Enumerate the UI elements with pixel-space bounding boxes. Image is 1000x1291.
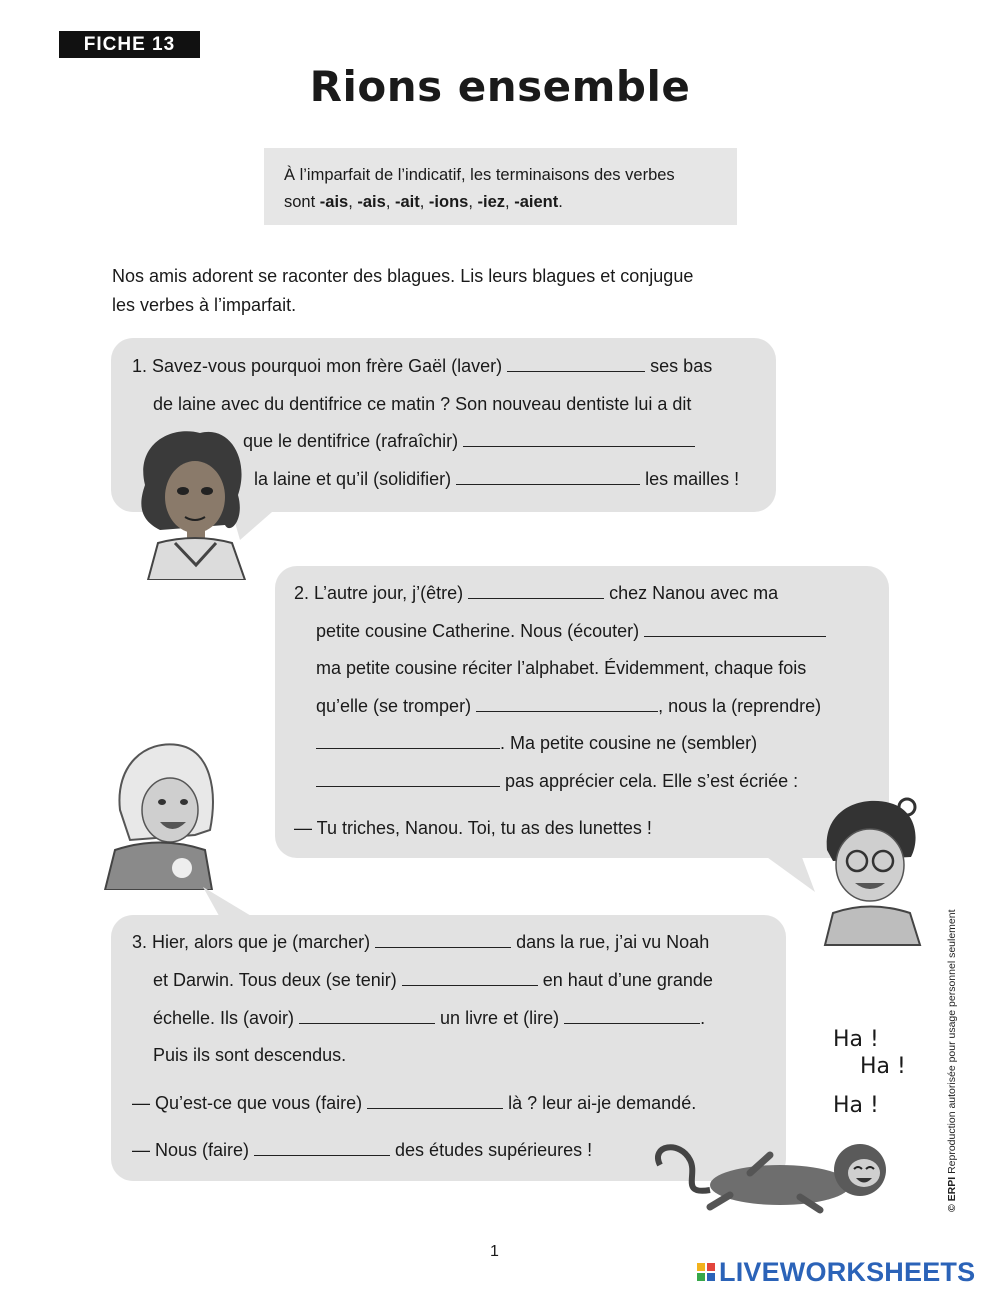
joke2-line-4: qu’elle (se tromper) , nous la (reprendre) — [316, 696, 822, 716]
answer-blank-laver[interactable] — [507, 355, 645, 372]
logo-text: LIVEWORKSHEETS — [719, 1256, 976, 1287]
answer-blank-sembler[interactable] — [316, 770, 500, 787]
joke2-line-5: . Ma petite cousine ne (sembler) — [316, 731, 757, 755]
joke2-line-7: — Tu triches, Nanou. Toi, tu as des lunettes ! — [294, 818, 652, 838]
liveworksheets-logo[interactable] — [697, 1257, 975, 1287]
answer-blank-solidifier[interactable] — [456, 468, 640, 485]
answer-blank-rafraichir[interactable] — [463, 430, 695, 447]
answer-blank-faire-1[interactable] — [367, 1092, 503, 1109]
answer-blank-ecouter[interactable] — [644, 620, 826, 637]
answer-blank-marcher[interactable] — [375, 931, 511, 948]
fiche-label: FICHE 13 — [59, 31, 200, 58]
boy-glasses-illustration — [815, 795, 925, 950]
ending: -ais — [357, 193, 386, 211]
joke1-line-3: que le dentifrice (rafraîchir) — [243, 429, 700, 453]
joke3-line-4: Puis ils sont descendus. — [153, 1045, 347, 1065]
ending: -ait — [395, 193, 420, 211]
joke2-line-1: 2. L’autre jour, j’(être) chez Nanou avec ma — [294, 583, 779, 603]
bubble-tail-2 — [760, 852, 820, 894]
ending: -iez — [477, 193, 506, 211]
joke2-line-2: petite cousine Catherine. Nous (écouter) — [316, 619, 831, 643]
instructions: Nos amis adorent se raconter des blagues. Lis leurs blagues et conjugue les verbes à l’imparfait. — [112, 266, 694, 315]
answer-blank-avoir[interactable] — [299, 1007, 435, 1024]
copyright-notice: © ERPI Reproduction autorisée pour usage personnel seulement — [946, 909, 958, 1212]
laughing-monkey-illustration — [650, 1135, 910, 1215]
answer-blank-etre[interactable] — [468, 582, 604, 599]
page-title: Rions ensemble — [309, 62, 691, 111]
girl-freckles-illustration — [100, 740, 220, 890]
ending: -aient — [514, 193, 559, 211]
rule-line-1: À l’imparfait de l’indicatif, les terminaisons des verbes — [284, 166, 675, 184]
joke2-line-6: pas apprécier cela. Elle s’est écriée : — [316, 769, 798, 793]
bubble-tail-3 — [198, 885, 268, 925]
ending: -ais — [319, 193, 349, 211]
answer-blank-reprendre[interactable] — [316, 732, 500, 749]
girl-curly-hair-illustration — [130, 425, 250, 580]
page-number: 1 — [490, 1243, 499, 1260]
ending: -ions — [428, 193, 469, 211]
rule-line-2: sont -ais, -ais, -ait, -ions, -iez, -aient. — [284, 193, 563, 211]
joke3-line-2: et Darwin. Tous deux (se tenir) en haut d’une grande — [153, 970, 713, 990]
answer-blank-se-tenir[interactable] — [402, 969, 538, 986]
answer-blank-se-tromper[interactable] — [476, 695, 658, 712]
joke3-line-3: échelle. Ils (avoir) un livre et (lire) . — [153, 1008, 706, 1028]
joke3-line-6: — Nous (faire) des études supérieures ! — [132, 1140, 593, 1160]
joke3-line-1: 3. Hier, alors que je (marcher) dans la rue, j’ai vu Noah — [132, 932, 710, 952]
joke1-line-4: la laine et qu’il (solidifier) les mailles ! — [254, 469, 740, 489]
logo-blocks-icon — [697, 1263, 715, 1281]
joke1-line-1: 1. Savez-vous pourquoi mon frère Gaël (laver) ses bas — [132, 356, 713, 376]
joke2-line-3: ma petite cousine réciter l’alphabet. Évidemment, chaque fois — [316, 658, 807, 678]
answer-blank-faire-2[interactable] — [254, 1139, 390, 1156]
answer-blank-lire[interactable] — [564, 1007, 700, 1024]
joke1-line-2: de laine avec du dentifrice ce matin ? Son nouveau dentiste lui a dit — [153, 394, 692, 414]
joke3-line-5: — Qu’est-ce que vous (faire) là ? leur ai-je demandé. — [132, 1093, 697, 1113]
grammar-rule-box — [264, 148, 737, 225]
